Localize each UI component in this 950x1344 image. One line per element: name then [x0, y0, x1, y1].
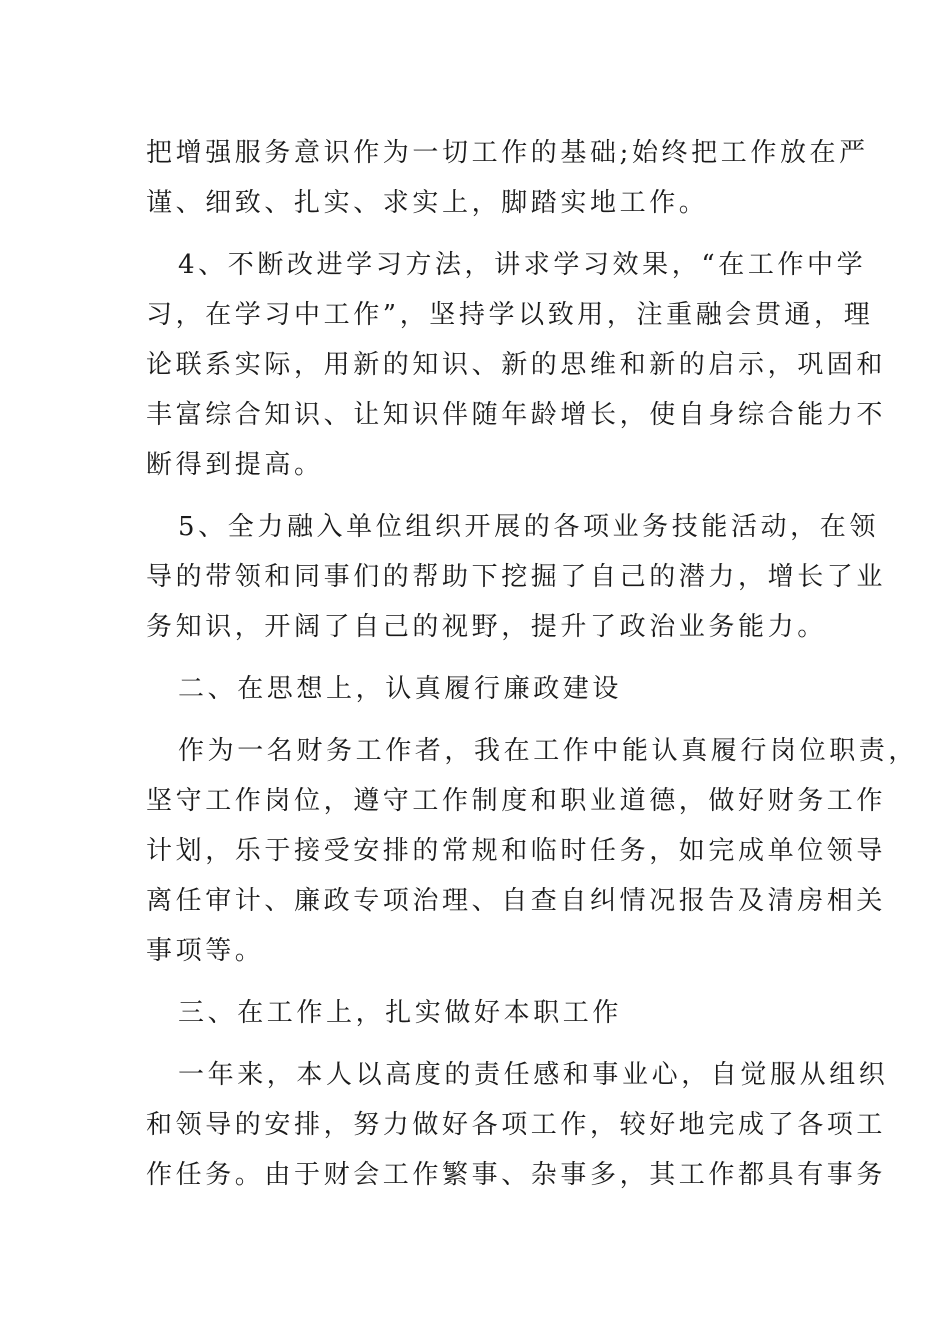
text-line: 论联系实际，用新的知识、新的思维和新的启示，巩固和 — [146, 350, 887, 380]
text-line: 务知识，开阔了自己的视野，提升了政治业务能力。 — [146, 612, 827, 642]
text-line: 离任审计、廉政专项治理、自查自纠情况报告及清房相关 — [146, 886, 887, 916]
section-heading: 二、在思想上，认真履行廉政建设 — [178, 674, 623, 704]
text-line: 断得到提高。 — [146, 450, 324, 480]
text-line: 谨、细致、扎实、求实上，脚踏实地工作。 — [146, 188, 709, 218]
text-line: 事项等。 — [146, 936, 265, 966]
text-line: 和领导的安排，努力做好各项工作，较好地完成了各项工 — [146, 1110, 887, 1140]
text-line: 5、全力融入单位组织开展的各项业务技能活动，在领 — [178, 512, 879, 542]
text-line: 导的带领和同事们的帮助下挖掘了自己的潜力，增长了业 — [146, 562, 887, 592]
text-line: 作任务。由于财会工作繁事、杂事多，其工作都具有事务 — [146, 1160, 887, 1190]
text-line: 丰富综合知识、让知识伴随年龄增长，使自身综合能力不 — [146, 400, 887, 430]
text-line: 作为一名财务工作者，我在工作中能认真履行岗位职责， — [178, 736, 919, 766]
text-line: 把增强服务意识作为一切工作的基础;始终把工作放在严 — [146, 138, 869, 168]
text-line: 计划，乐于接受安排的常规和临时任务，如完成单位领导 — [146, 836, 887, 866]
text-line: 坚守工作岗位，遵守工作制度和职业道德，做好财务工作 — [146, 786, 887, 816]
text-line: 习，在学习中工作”，坚持学以致用，注重融会贯通，理 — [146, 300, 874, 330]
text-line: 4、不断改进学习方法，讲求学习效果，“在工作中学 — [178, 250, 867, 280]
section-heading: 三、在工作上，扎实做好本职工作 — [178, 998, 623, 1028]
text-line: 一年来，本人以高度的责任感和事业心，自觉服从组织 — [178, 1060, 889, 1090]
